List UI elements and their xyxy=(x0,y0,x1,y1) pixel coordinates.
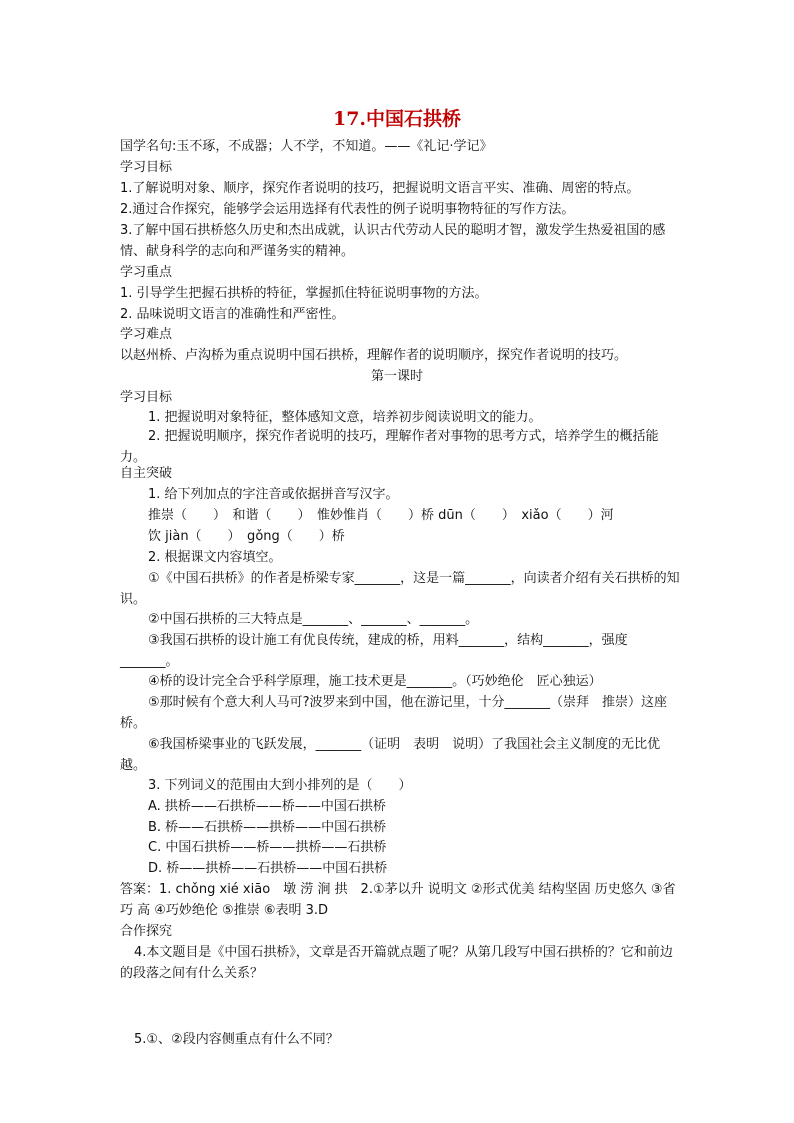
goal-item-3: 3.了解中国石拱桥悠久历史和杰出成就，认识古代劳动人民的聪明才智，激发学生热爱祖国的感情、献身科学的志向和严谨务实的精神。 xyxy=(120,223,666,259)
lesson-goals-heading: 学习目标 xyxy=(120,390,173,405)
lesson-title: 第一课时 xyxy=(370,369,423,384)
lesson-goal-2: 2. 把握说明顺序，探究作者说明的技巧，理解作者对事物的思考方式，培养学生的概括能力。 xyxy=(120,429,659,465)
cooperative-heading: 合作探究 xyxy=(120,924,173,939)
goal-item-1: 1.了解说明对象、顺序，探究作者说明的技巧，把握说明文语言平实、准确、周密的特点。 xyxy=(120,181,640,196)
self-study-heading: 自主突破 xyxy=(120,466,173,481)
answer-key: 答案：1. chǒng xié xiāo 墩 涝 涧 拱 2.①茅以升 说明文 ②形式优美 结构坚固 历史悠久 ③省 巧 高 ④巧妙绝伦 ⑤推崇 ⑥表明 3.D xyxy=(120,882,676,918)
question-2-item-2: ②中国石拱桥的三大特点是_______、_______、_______。 xyxy=(148,612,479,627)
question-3-option-c: C. 中国石拱桥——桥——拱桥——石拱桥 xyxy=(148,840,387,855)
question-2-item-3: ③我国石拱桥的设计施工有优良传统，建成的桥，用料_______，结构_______，强度_______。 xyxy=(120,633,628,669)
question-3-option-d: D. 桥——拱桥——石拱桥——中国石拱桥 xyxy=(148,861,388,876)
focus-heading: 学习重点 xyxy=(120,265,173,280)
lesson-goal-1: 1. 把握说明对象特征，整体感知文意，培养初步阅读说明文的能力。 xyxy=(148,410,542,425)
goal-item-2: 2.通过合作探究，能够学会运用选择有代表性的例子说明事物特征的写作方法。 xyxy=(120,202,575,217)
difficulty-text: 以赵州桥、卢沟桥为重点说明中国石拱桥，理解作者的说明顺序，探究作者说明的技巧。 xyxy=(120,348,628,363)
page-title: 17.中国石拱桥 xyxy=(332,108,462,130)
question-1-line-2: 饮 jiàn（ ） gǒng（ ）桥 xyxy=(148,529,345,544)
question-2-item-5: ⑤那时候有个意大利人马可?波罗来到中国，他在游记里，十分_______（崇拜 推崇）这座桥。 xyxy=(120,695,668,731)
question-3-option-b: B. 桥——石拱桥——拱桥——中国石拱桥 xyxy=(148,820,387,835)
question-3: 3. 下列词义的范围由大到小排列的是（ ） xyxy=(148,778,412,793)
question-4: 4.本文题目是《中国石拱桥》，文章是否开篇就点题了呢？从第几段写中国石拱桥的？它和前边的段落之间有什么关系？ xyxy=(120,945,673,981)
difficulty-heading: 学习难点 xyxy=(120,327,173,342)
question-2-item-1: ①《中国石拱桥》的作者是桥梁专家_______，这是一篇_______，向读者介绍有关石拱桥的知识。 xyxy=(120,571,680,607)
focus-item-2: 2. 品味说明文语言的准确性和严密性。 xyxy=(120,307,345,322)
goals-heading: 学习目标 xyxy=(120,160,173,175)
question-2-item-6: ⑥我国桥梁事业的飞跃发展，_______（证明 表明 说明）了我国社会主义制度的无比优越。 xyxy=(120,737,661,773)
question-2-item-4: ④桥的设计完全合乎科学原理，施工技术更是_______。（巧妙绝伦 匠心独运） xyxy=(148,674,602,689)
question-3-option-a: A. 拱桥——石拱桥——桥——中国石拱桥 xyxy=(148,799,386,814)
question-5: 5.①、②段内容侧重点有什么不同？ xyxy=(134,1032,339,1047)
question-1-line-1: 推崇（ ） 和谐（ ） 惟妙惟肖（ ）桥 dūn（ ） xiǎo（ ）河 xyxy=(148,508,614,523)
question-2: 2. 根据课文内容填空。 xyxy=(148,550,282,565)
question-1: 1. 给下列加点的字注音或依据拼音写汉字。 xyxy=(148,487,399,502)
famous-quote: 国学名句:玉不琢，不成器；人不学，不知道。——《礼记·学记》 xyxy=(120,139,493,154)
focus-item-1: 1. 引导学生把握石拱桥的特征，掌握抓住特征说明事物的方法。 xyxy=(120,286,488,301)
